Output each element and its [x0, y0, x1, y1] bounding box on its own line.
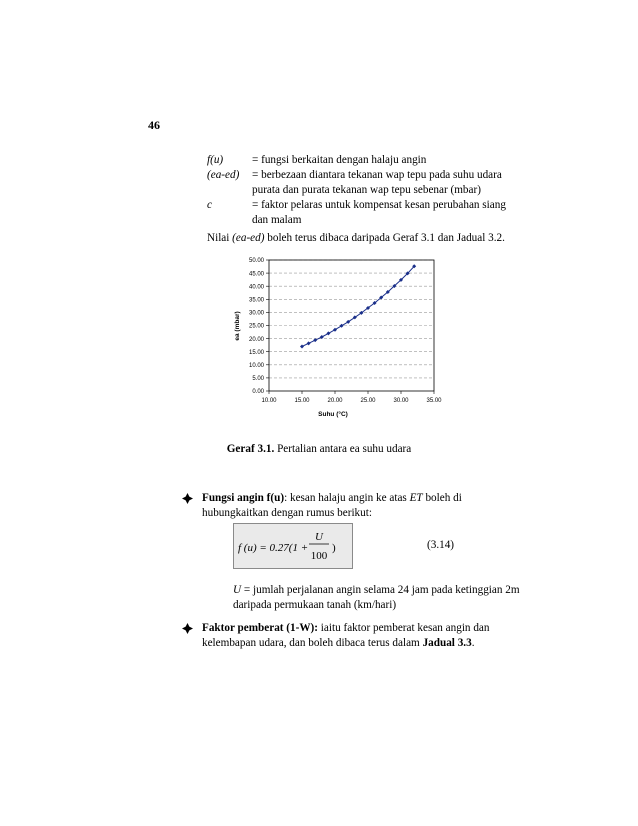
bullet-fungsi-angin: [181, 491, 502, 521]
data-point: [326, 331, 330, 335]
y-tick-label: 5.00: [252, 376, 264, 383]
formula-denominator: 100: [310, 550, 328, 562]
y-tick-label: 30.00: [248, 310, 264, 317]
x-tick-label: 35.00: [426, 398, 442, 404]
nilai-paragraph: [207, 232, 505, 244]
series-line: [302, 266, 414, 346]
formula-rparen: ): [332, 542, 336, 554]
definition-symbol: c: [207, 199, 212, 211]
definition-text: = berbezaan diantara tekanan wap tepu pada suhu udara purata dan purata tekanan wap tepu sebenar (mbar): [252, 169, 502, 196]
y-tick-label: 15.00: [248, 349, 264, 356]
definition-list: [207, 153, 512, 228]
x-tick-label: 25.00: [360, 398, 376, 404]
chart-ticks: [249, 258, 442, 404]
formula-numerator: U: [315, 531, 323, 543]
x-tick-label: 20.00: [327, 398, 343, 404]
bullet-title: Fungsi angin f(u): [202, 492, 285, 504]
diamond-bullet-icon: [181, 623, 194, 634]
u-text: = jumlah perjalanan angin selama 24 jam pada ketinggian 2m daripada permukaan tanah (km/hari): [233, 584, 520, 611]
formula-box: [233, 523, 353, 569]
formula-lhs: f (u) = 0.27(1 +: [238, 542, 309, 554]
nilai-suffix: boleh terus dibaca daripada Geraf 3.1 dan Jadual 3.2.: [264, 232, 505, 244]
y-tick-label: 50.00: [248, 258, 264, 265]
bullet-text-end: .: [471, 637, 475, 649]
et-term: ET: [409, 492, 423, 504]
nilai-expression: (ea-ed): [232, 232, 265, 244]
chart-points: [300, 264, 416, 348]
y-tick-label: 0.00: [252, 389, 264, 396]
y-axis-label: ea (mbar): [234, 311, 241, 341]
caption-text: Pertalian antara ea suhu udara: [274, 443, 412, 455]
x-tick-label: 30.00: [393, 398, 409, 404]
y-tick-label: 35.00: [248, 297, 264, 304]
x-tick-label: 10.00: [261, 398, 277, 404]
definition-symbol: f(u): [207, 154, 224, 166]
definition-c: [207, 198, 512, 228]
figure-caption: [0, 443, 638, 455]
chart-vapour-pressure: [225, 252, 455, 424]
definition-symbol: (ea-ed): [207, 169, 240, 181]
data-point: [300, 344, 304, 348]
diamond-bullet-icon: [181, 493, 194, 504]
bullet-text: : kesan halaju angin ke atas: [284, 492, 410, 504]
u-definition: [233, 583, 523, 613]
table-reference: Jadual 3.3: [422, 637, 472, 649]
definition-text: = fungsi berkaitan dengan halaju angin: [252, 154, 427, 166]
bullet-text: iaitu faktor pemberat kesan angin dan kelembapan udara, dan boleh dibaca terus dalam: [202, 622, 490, 649]
definition-text: = faktor pelaras untuk kompensat kesan perubahan siang dan malam: [252, 199, 506, 226]
bullet-faktor-pemberat: [181, 621, 502, 651]
chart-gridlines: [269, 260, 434, 378]
y-tick-label: 45.00: [248, 271, 264, 278]
y-tick-label: 10.00: [248, 363, 264, 369]
bullet-title: Faktor pemberat (1-W):: [202, 622, 318, 634]
definition-ea-ed: [207, 168, 512, 198]
data-point: [307, 341, 311, 345]
y-tick-label: 25.00: [248, 323, 264, 330]
nilai-prefix: Nilai: [207, 232, 233, 244]
page-number: 46: [148, 118, 160, 132]
definition-fu: [207, 153, 512, 168]
x-tick-label: 15.00: [294, 398, 310, 404]
y-tick-label: 40.00: [248, 284, 264, 291]
y-tick-label: 20.00: [248, 336, 264, 343]
equation-number: (3.14): [427, 539, 455, 551]
caption-label: Geraf 3.1.: [226, 443, 275, 455]
x-axis-label: Suhu (°C): [318, 411, 348, 418]
bullet-text-continued: boleh di hubungkaitkan dengan rumus berikut:: [202, 492, 462, 519]
u-symbol: U: [233, 584, 242, 596]
